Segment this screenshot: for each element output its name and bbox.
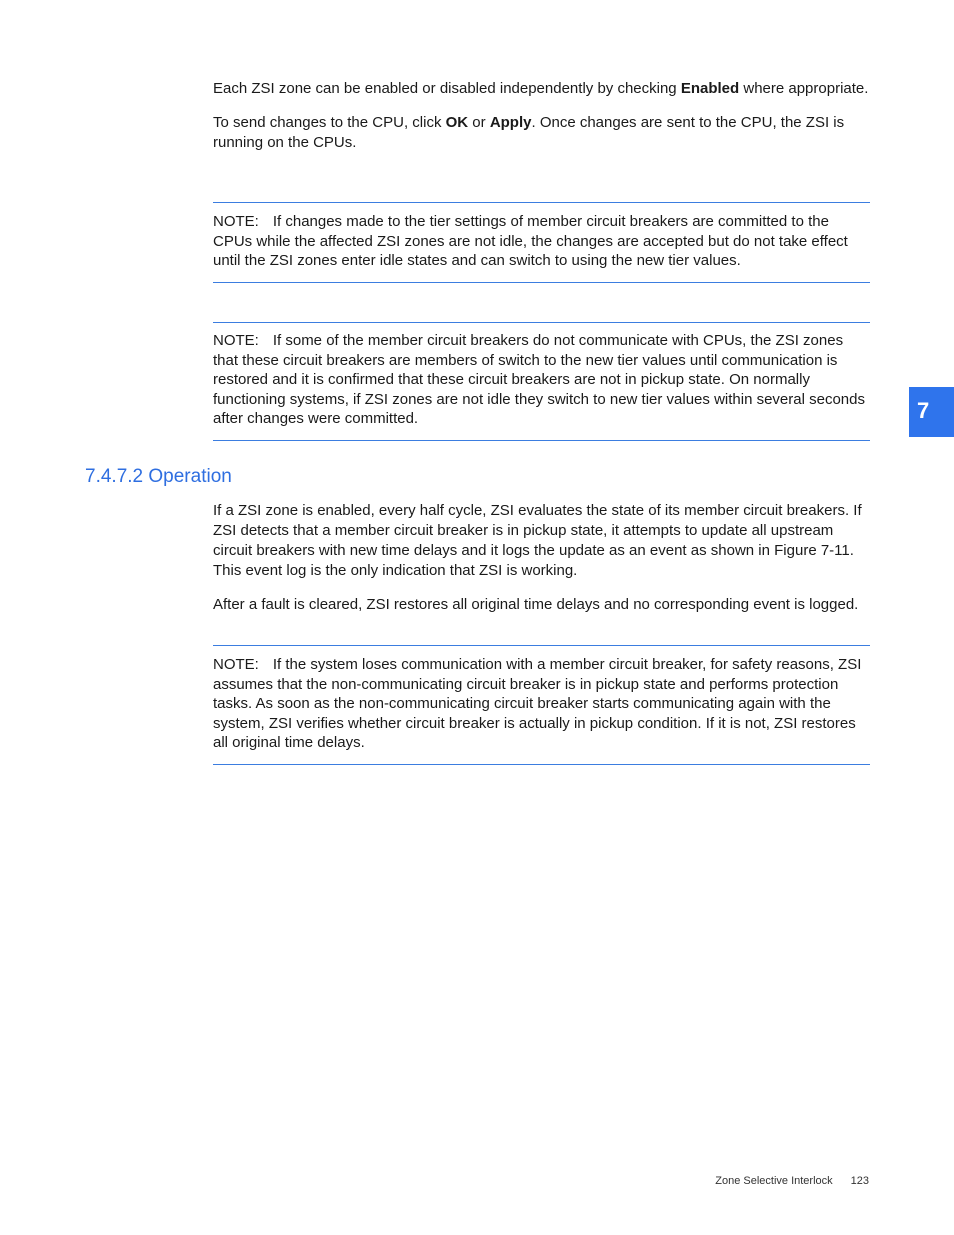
operation-section bbox=[213, 501, 870, 615]
note-label: NOTE: bbox=[213, 213, 259, 230]
section-heading: 7.4.7.2 Operation bbox=[85, 466, 232, 487]
chapter-tab: 7 bbox=[909, 387, 954, 437]
note-label: NOTE: bbox=[213, 656, 259, 673]
note-label: NOTE: bbox=[213, 332, 259, 349]
enabled-term: Enabled bbox=[680, 80, 740, 97]
operation-paragraph-2: After a fault is cleared, ZSI restores all original time delays and no corresponding event is logged. bbox=[213, 596, 859, 613]
page-footer bbox=[715, 1175, 869, 1187]
note-tier-settings bbox=[213, 202, 870, 283]
intro-section bbox=[213, 79, 870, 153]
page-number: 123 bbox=[850, 1175, 869, 1187]
intro-paragraph-enable: Each ZSI zone can be enabled or disabled independently by checking Enabled where appropriate. bbox=[213, 80, 869, 97]
note-lost-communication bbox=[213, 645, 870, 765]
footer-title: Zone Selective Interlock bbox=[715, 1175, 833, 1187]
note-text: If changes made to the tier settings of member circuit breakers are committed to the CPUs while the affected ZSI zones are not idle, the changes are accepted but do not take effect until the ZSI zones enter idle states and can switch to using the new tier values. bbox=[213, 213, 848, 269]
ok-term: OK bbox=[445, 114, 469, 131]
note-text: If some of the member circuit breakers do not communicate with CPUs, the ZSI zones that these circuit breakers are members of switch to the new tier values until communication is restored and it is confirmed that these circuit breakers are not in pickup state. On normally functioning systems, if ZSI zones are not idle they switch to new tier values within several seconds after changes were committed. bbox=[213, 332, 865, 427]
apply-term: Apply bbox=[489, 114, 532, 131]
note-communication bbox=[213, 322, 870, 441]
operation-paragraph-1: If a ZSI zone is enabled, every half cycle, ZSI evaluates the state of its member circuit breakers. If ZSI detects that a member circuit breaker is in pickup state, it attempts to update all upstream circuit breakers with new time delays and it logs the update as an event as shown in Figure 7-11. This event log is the only indication that ZSI is working. bbox=[213, 502, 862, 579]
intro-paragraph-send: To send changes to the CPU, click OK or Apply. Once changes are sent to the CPU, the ZSI is running on the CPUs. bbox=[213, 114, 845, 151]
note-text: If the system loses communication with a member circuit breaker, for safety reasons, ZSI assumes that the non-communicating circuit breaker is in pickup state and performs protection tasks. As soon as the non-communicating circuit breaker starts communicating again with the system, ZSI verifies whether circuit breaker is actually in pickup condition. If it is not, ZSI restores all original time delays. bbox=[213, 656, 862, 751]
